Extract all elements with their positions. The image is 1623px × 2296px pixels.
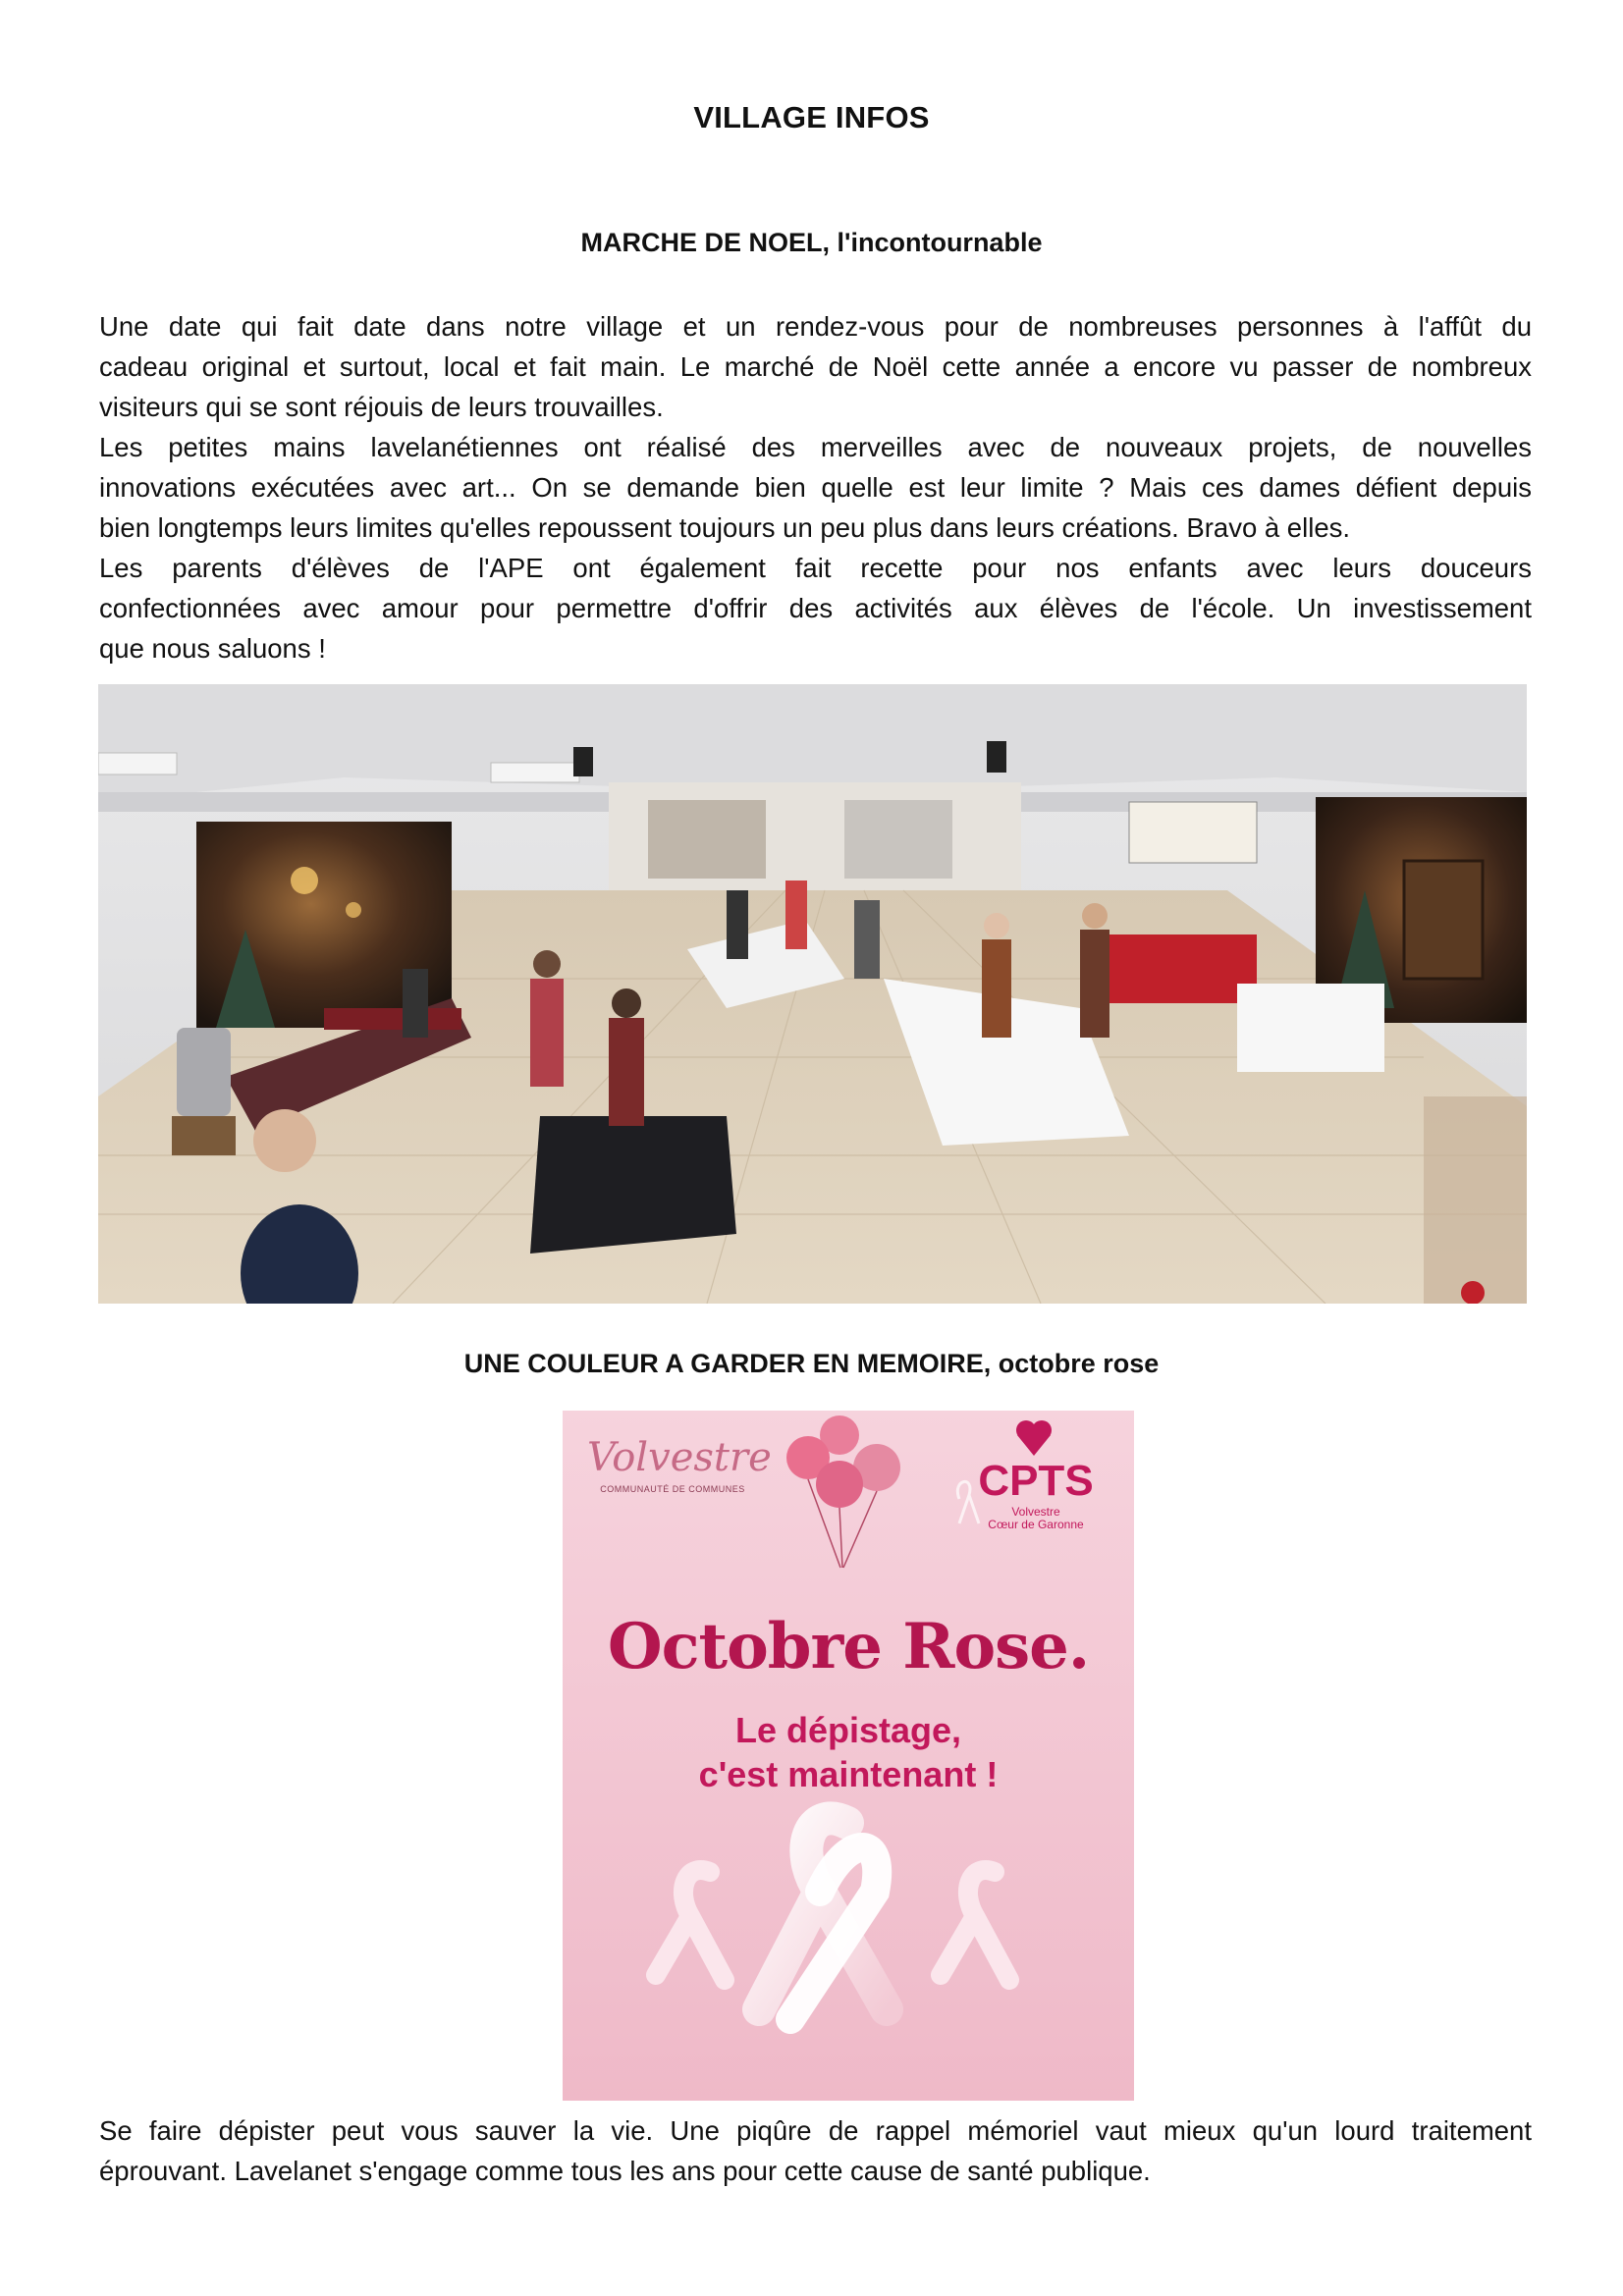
section-heading-octobre-rose: UNE COULEUR A GARDER EN MEMOIRE, octobre rose bbox=[463, 1349, 1160, 1378]
paragraph-line: cadeau original et surtout, local et fait main. Le marché de Noël cette année a encore vu passer de nombreux bbox=[99, 351, 1532, 382]
section-heading-marche-de-noel: MARCHE DE NOEL, l'incontournable bbox=[580, 228, 1043, 257]
poster-brand-right-sub1: Volvestre bbox=[1011, 1505, 1060, 1519]
paragraph-line: Les petites mains lavelanétiennes ont réalisé des merveilles avec de nouveaux projets, de nouvelles bbox=[99, 432, 1532, 462]
paragraph-octobre-rose bbox=[99, 2110, 1532, 2191]
paragraph-line: Les parents d'élèves de l'APE ont également fait recette pour nos enfants avec leurs douceurs bbox=[99, 553, 1532, 583]
poster-headline: Octobre Rose. bbox=[607, 1610, 1090, 1683]
christmas-market-photo bbox=[98, 684, 1527, 1304]
poster-brand-right: CPTS bbox=[978, 1457, 1094, 1505]
poster-tagline-2: c'est maintenant ! bbox=[698, 1754, 999, 1794]
poster-tagline-1: Le dépistage, bbox=[734, 1710, 962, 1750]
poster-brand-left: Volvestre bbox=[587, 1435, 772, 1480]
paragraph-line: Une date qui fait date dans notre village et un rendez-vous pour de nombreuses personnes à l'affût du bbox=[99, 311, 1532, 342]
page-title: VILLAGE INFOS bbox=[693, 100, 930, 134]
poster-brand-right-sub2: Cœur de Garonne bbox=[988, 1518, 1084, 1531]
paragraph-line: Se faire dépister peut vous sauver la vie. Une piqûre de rappel mémoriel vaut mieux qu'un lourd traitement bbox=[99, 2115, 1532, 2146]
paragraph-line: confectionnées avec amour pour permettre d'offrir des activités aux élèves de l'école. Un investissement bbox=[99, 593, 1532, 623]
paragraph-line: éprouvant. Lavelanet s'engage comme tous les ans pour cette cause de santé publique. bbox=[99, 2156, 1151, 2186]
paragraph-marche-de-noel bbox=[99, 306, 1532, 668]
poster-brand-left-sub: COMMUNAUTÉ DE COMMUNES bbox=[600, 1484, 745, 1494]
paragraph-line: visiteurs qui se sont réjouis de leurs trouvailles. bbox=[99, 392, 664, 422]
paragraph-line: bien longtemps leurs limites qu'elles repoussent toujours un peu plus dans leurs créations. Bravo à elles. bbox=[99, 512, 1351, 543]
paragraph-line: innovations exécutées avec art... On se demande bien quelle est leur limite ? Mais ces dames défient depuis bbox=[99, 472, 1532, 503]
paragraph-line: que nous saluons ! bbox=[99, 633, 326, 664]
